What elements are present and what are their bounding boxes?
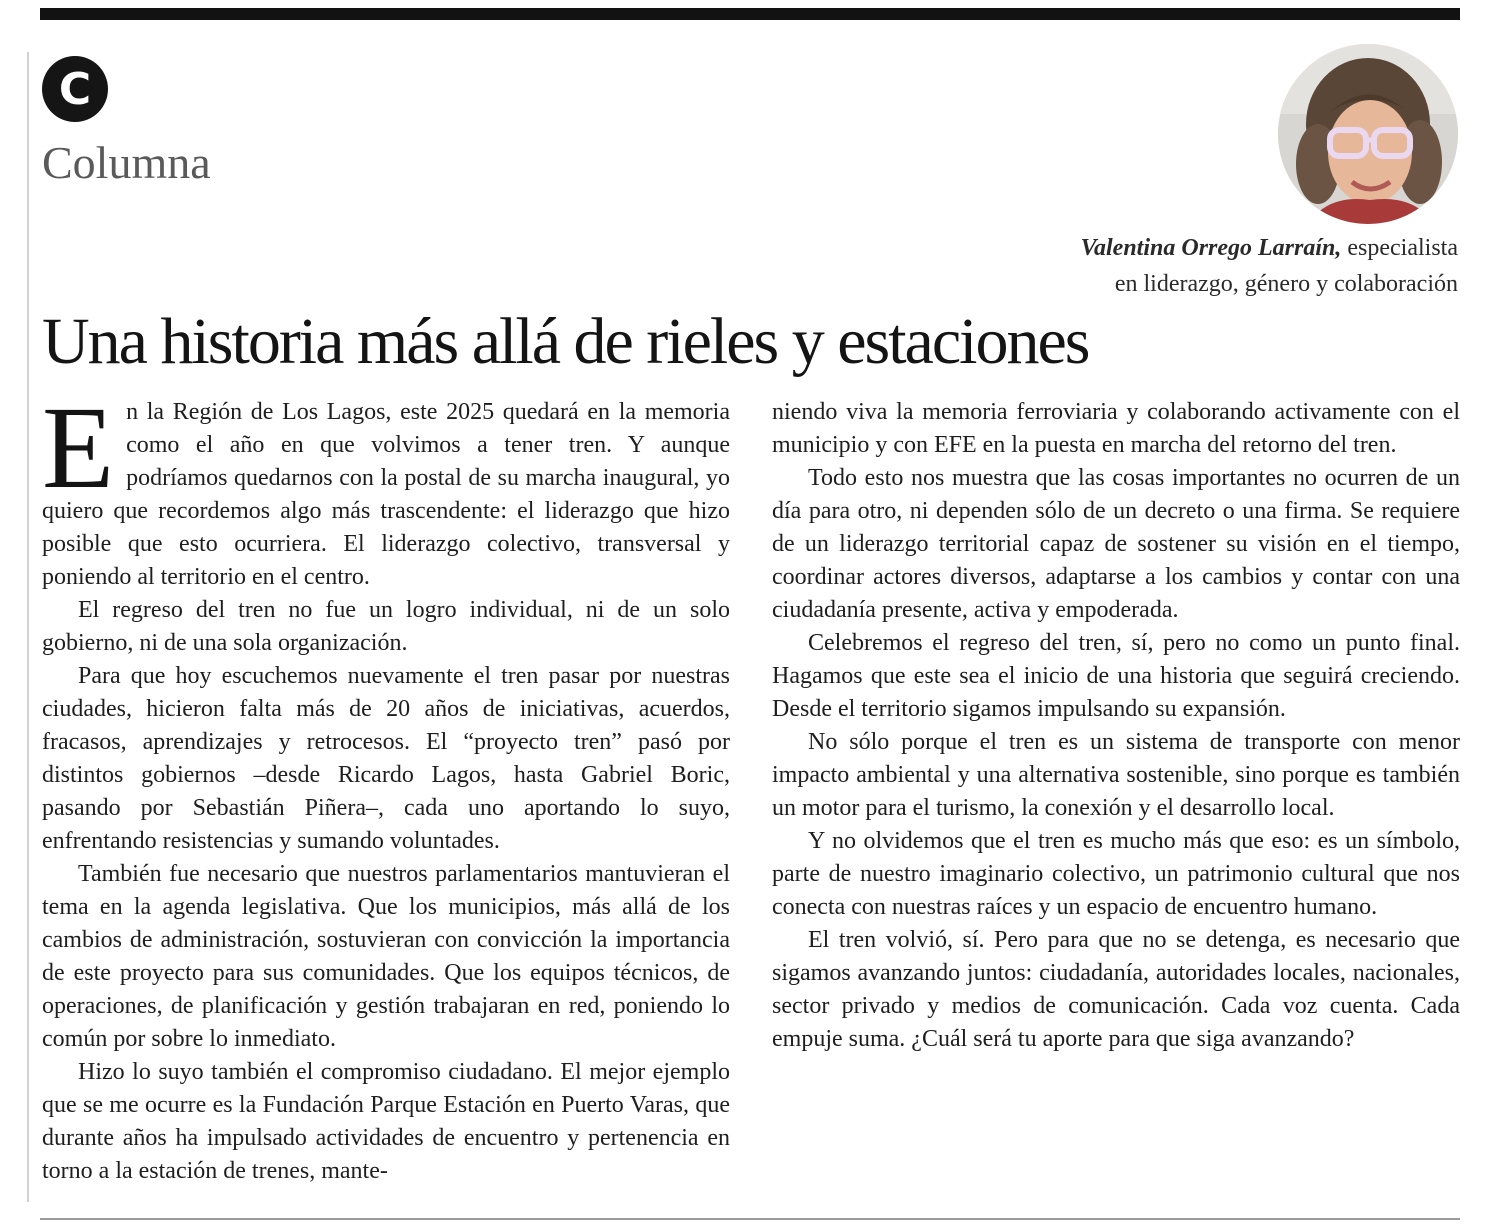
article-paragraph: El tren volvió, sí. Pero para que no se detenga, es necesario que sigamos avanzando juntos: ciudadanía, autoridades locales, nacionales, sector privado y medios de comunicación. Cada voz cuenta. Cada empuje suma. ¿Cuál será tu aporte para que siga avanzando? bbox=[772, 927, 1460, 1052]
article-paragraph: Hizo lo suyo también el compromiso ciudadano. El mejor ejemplo que se me ocurre es la Fundación Parque Estación en Puerto Varas, que durante años ha impulsado actividades de encuentro y pertenencia en torno a la estación de trenes, mante- bbox=[42, 1059, 730, 1184]
byline-line-1 bbox=[818, 230, 1458, 266]
author-role-part-2: en liderazgo, género y colaboración bbox=[1114, 271, 1458, 297]
article-paragraph bbox=[42, 382, 730, 594]
paragraph-text: n la Región de Los Lagos, este 2025 quedará en la memoria como el año en que volvimos a tener tren. Y aunque podríamos quedarnos con la postal de su marcha inaugural, yo quiero que recordemos algo más trascendente: el liderazgo que hizo posible que esto ocurriera. El liderazgo colectivo, transversal y poniendo al territorio en el centro. bbox=[42, 399, 730, 590]
article-paragraph: Celebremos el regreso del tren, sí, pero no como un punto final. Hagamos que este sea el inicio de una historia que seguirá creciendo. Desde el territorio sigamos impulsando su expansión. bbox=[772, 630, 1460, 722]
article-paragraph: No sólo porque el tren es un sistema de transporte con menor impacto ambiental y una alternativa sostenible, sino porque es también un motor para el turismo, la conexión y el desarrollo local. bbox=[772, 729, 1460, 821]
left-margin-rule bbox=[27, 52, 29, 1202]
article-column-right bbox=[772, 396, 1460, 1056]
section-name: Columna bbox=[42, 137, 211, 188]
article-paragraph: Y no olvidemos que el tren es mucho más que eso: es un símbolo, parte de nuestro imaginario colectivo, un patrimonio cultural que nos conecta con nuestras raíces y un espacio de encuentro humano. bbox=[772, 828, 1460, 920]
author-name: Valentina Orrego Larraín, bbox=[1080, 235, 1342, 261]
article-paragraph: El regreso del tren no fue un logro individual, ni de un solo gobierno, ni de una sola organización. bbox=[42, 597, 730, 656]
section-badge: C bbox=[42, 56, 108, 122]
bottom-rule bbox=[40, 1218, 1460, 1220]
author-role-part-1: especialista bbox=[1341, 235, 1458, 261]
article-paragraph: Para que hoy escuchemos nuevamente el tren pasar por nuestras ciudades, hicieron falta más de 20 años de iniciativas, acuerdos, fracasos, aprendizajes y retrocesos. El “proyecto tren” pasó por distintos gobiernos –desde Ricardo Lagos, hasta Gabriel Boric, pasando por Sebastián Piñera–, cada uno aportando lo suyo, enfrentando resistencias y sumando voluntades. bbox=[42, 663, 730, 854]
article-paragraph: Todo esto nos muestra que las cosas importantes no ocurren de un día para otro, ni dependen sólo de un decreto o una firma. Se requiere de un liderazgo territorial capaz de sostener su visión en el tiempo, coordinar actores diversos, adaptarse a los cambios y contar con una ciudadanía presente, activa y empoderada. bbox=[772, 465, 1460, 623]
article-paragraph: niendo viva la memoria ferroviaria y colaborando activamente con el municipio y con EFE en la puesta en marcha del retorno del tren. bbox=[772, 399, 1460, 458]
author-photo bbox=[1278, 44, 1458, 224]
article-paragraph: También fue necesario que nuestros parlamentarios mantuvieran el tema en la agenda legislativa. Que los municipios, más allá de los cambios de administración, sostuvieran con convicción la importancia de este proyecto para sus comunidades. Que los equipos técnicos, de operaciones, de planificación y gestión trabajaran en red, poniendo lo común por sobre lo inmediato. bbox=[42, 861, 730, 1052]
article-column-left bbox=[42, 382, 730, 1188]
top-rule bbox=[40, 8, 1460, 20]
article-headline: Una historia más allá de rieles y estaciones bbox=[42, 305, 1089, 378]
drop-cap: E bbox=[42, 382, 115, 513]
byline bbox=[818, 230, 1458, 302]
